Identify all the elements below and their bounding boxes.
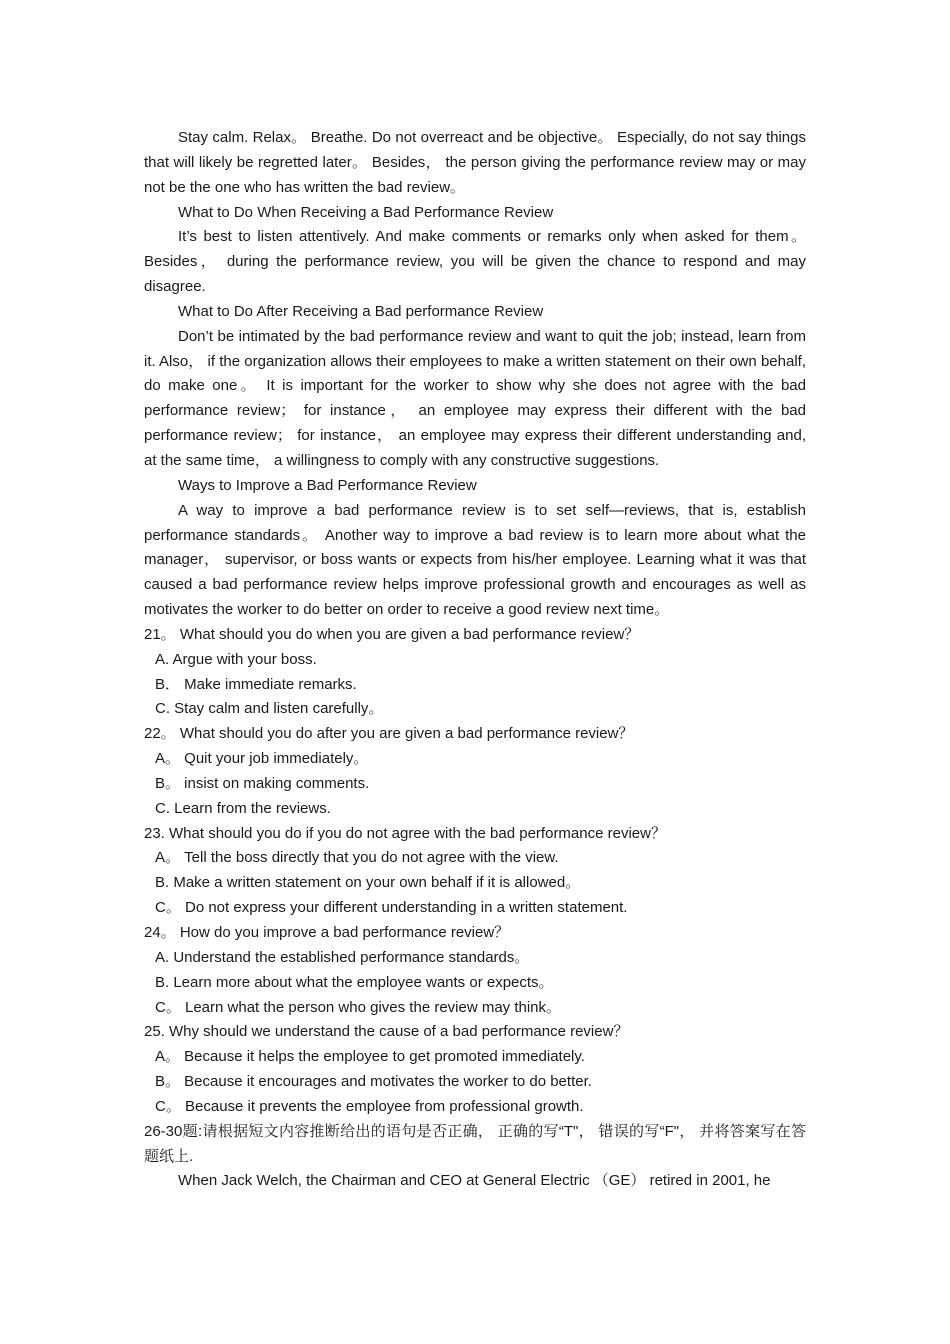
question-25: [144, 1020, 806, 1119]
paragraph-learn-from-it: Don’t be intimated by the bad performance review and want to quit the job; instead, learn from it. Also， if the organization allows their employees to make a written statement on their own behalf, do make one。 It is important for the worker to show why she does not agree with the bad performance review； for instance， an employee may express their different with the bad performance review； for instance， an employee may express their different understanding and, at the same time， a willingness to comply with any constructive suggestions.: [144, 327, 806, 469]
paragraph-stay-calm: Stay calm. Relax。 Breathe. Do not overreact and be objective。 Especially, do not say things that will likely be regretted later。 Besides， the person giving the performance review may or may not be the one who has written the bad review。: [144, 129, 806, 196]
paragraph-listen-attentively: It’s best to listen attentively. And make comments or remarks only when asked for them。 Besides， during the performance review, you will be given the chance to respond and may disagree.: [144, 228, 806, 296]
option-c: C。 Learn what the person who gives the review may think。: [155, 998, 562, 1016]
instruction-26-30: 26-30题:请根据短文内容推断给出的语句是否正确， 正确的写“T"， 错误的写“F"， 并将答案写在答题纸上.: [144, 1122, 806, 1165]
question-22: [144, 722, 806, 821]
option-b: B. Make a written statement on your own behalf if it is allowed。: [155, 874, 581, 892]
option-a: A。 Because it helps the employee to get promoted immediately.: [155, 1048, 585, 1066]
question-stem: 21。 What should you do when you are given a bad performance review？: [144, 625, 640, 643]
option-c: C。 Do not express your different understanding in a written statement.: [155, 899, 628, 917]
option-b: B。 insist on making comments.: [155, 774, 370, 792]
heading-after-receiving: What to Do After Receiving a Bad performance Review: [178, 302, 544, 320]
question-24: [144, 921, 806, 1020]
option-a: A. Understand the established performance standards。: [155, 948, 530, 966]
option-c: C. Learn from the reviews.: [155, 799, 331, 817]
question-21: [144, 623, 806, 722]
option-b: B。 Because it encourages and motivates the worker to do better.: [155, 1073, 592, 1091]
option-b: B． Make immediate remarks.: [155, 675, 357, 693]
question-stem: 24。 How do you improve a bad performance review？: [144, 924, 510, 941]
question-stem: 25. Why should we understand the cause of a bad performance review？: [144, 1023, 629, 1041]
option-b: B. Learn more about what the employee wants or expects。: [155, 973, 554, 991]
option-a: A。 Quit your job immediately。: [155, 750, 369, 768]
question-stem: 23. What should you do if you do not agree with the bad performance review？: [144, 824, 666, 842]
document-page: [144, 126, 806, 1194]
option-a: A. Argue with your boss.: [155, 650, 317, 668]
option-a: A。 Tell the boss directly that you do not agree with the view.: [155, 849, 559, 867]
paragraph-improve-review: A way to improve a bad performance review is to set self—reviews, that is, establish performance standards。 Another way to improve a bad review is to learn more about what the manager， supervisor, or boss wants or expects from his/her employee. Learning what it was that caused a bad performance review helps improve professional growth and encourages as well as motivates the worker to do better on order to receive a good review next time。: [144, 501, 806, 619]
option-c: C。 Because it prevents the employee from professional growth.: [155, 1097, 584, 1115]
question-23: [144, 822, 806, 921]
question-stem: 22。 What should you do after you are given a bad performance review？: [144, 725, 634, 743]
heading-when-receiving: What to Do When Receiving a Bad Performance Review: [178, 203, 554, 221]
heading-ways-to-improve: Ways to Improve a Bad Performance Review: [178, 476, 477, 494]
paragraph-jack-welch: When Jack Welch, the Chairman and CEO at General Electric （GE） retired in 2001, he: [178, 1172, 771, 1190]
option-c: C. Stay calm and listen carefully。: [155, 700, 384, 718]
